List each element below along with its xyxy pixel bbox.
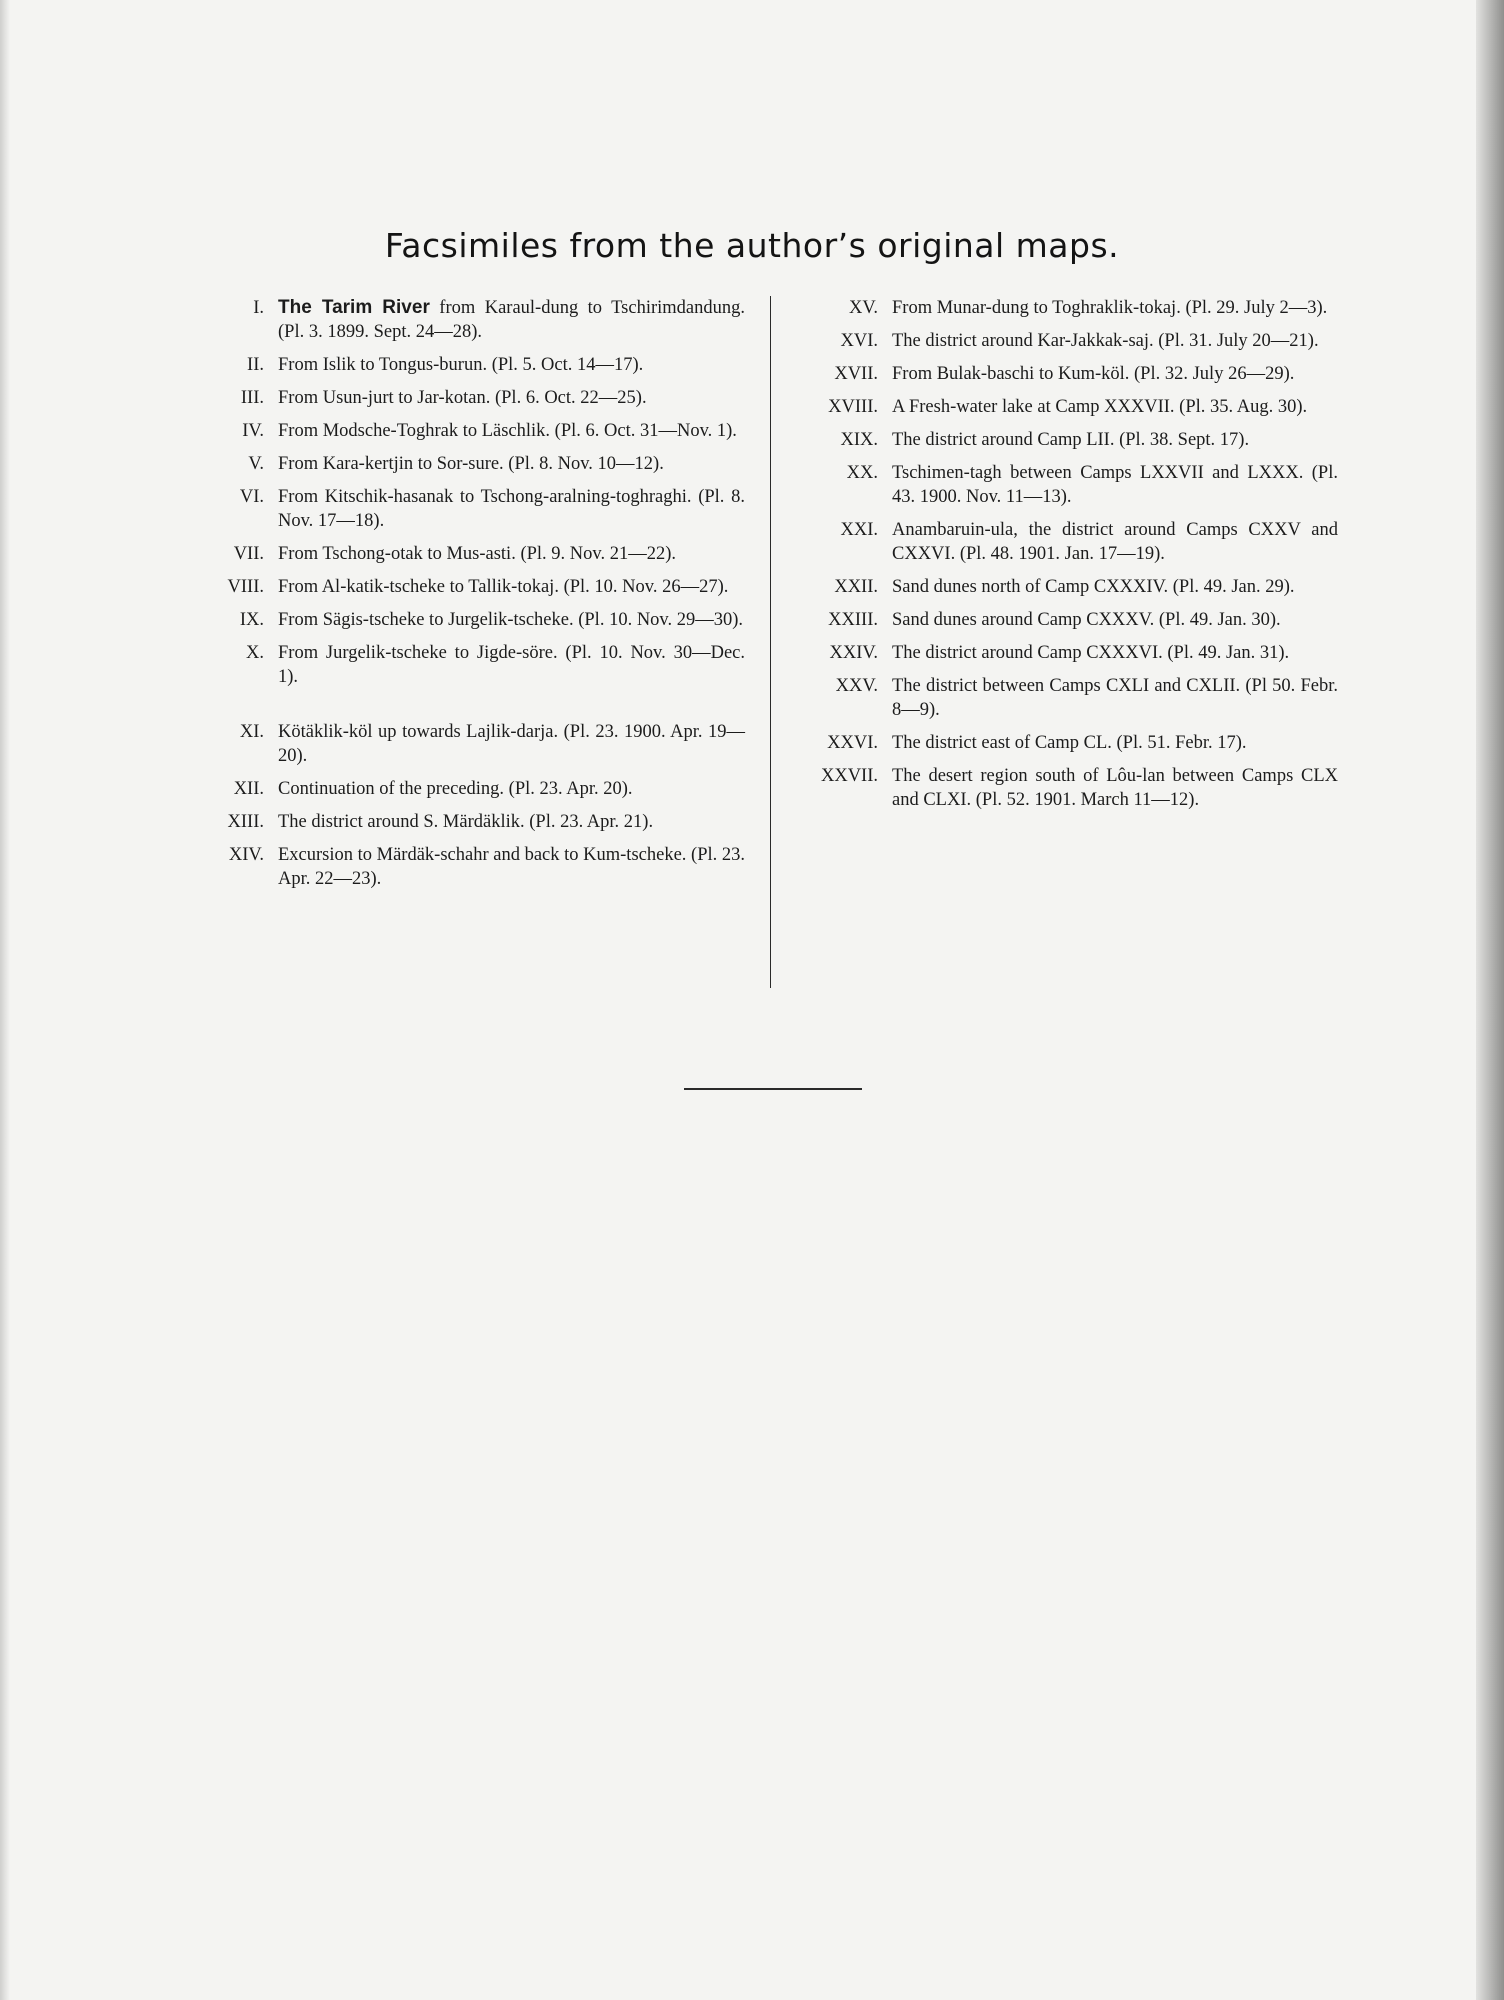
entry-numeral: VI.	[239, 487, 264, 507]
entry-numeral: II.	[247, 355, 264, 375]
entry-numeral: V.	[248, 454, 264, 474]
list-item	[792, 731, 1338, 764]
entry-text: From Islik to Tongus-burun. (Pl. 5. Oct. 14—17).	[278, 355, 644, 375]
left-column	[200, 296, 745, 900]
entry-text: From Kara-kertjin to Sor-sure. (Pl. 8. Nov. 10—12).	[278, 454, 664, 474]
entry-text: The desert region south of Lôu-lan between Camps CLX and CLXI. (Pl. 52. 1901. March 11—12).	[892, 766, 1338, 810]
entry-numeral: XI.	[239, 722, 264, 742]
entry-numeral: XXVII.	[820, 766, 878, 786]
list-item	[200, 810, 745, 843]
entry-text: Kötäklik-köl up towards Lajlik-darja. (Pl. 23. 1900. Apr. 19—20).	[278, 722, 745, 766]
entry-numeral: XXIII.	[828, 610, 878, 630]
entry-numeral: IX.	[239, 610, 264, 630]
entry-numeral: XVI.	[840, 331, 878, 351]
list-item	[200, 641, 745, 698]
list-item	[200, 353, 745, 386]
entry-numeral: XII.	[233, 779, 264, 799]
entry-text: The district around Kar-Jakkak-saj. (Pl. 31. July 20—21).	[892, 331, 1319, 351]
entry-text: The district around Camp CXXXVI. (Pl. 49. Jan. 31).	[892, 643, 1290, 663]
entry-text: From Kitschik-hasanak to Tschong-aralning-toghraghi. (Pl. 8. Nov. 17—18).	[278, 487, 745, 531]
entry-text: From Sägis-tscheke to Jurgelik-tscheke. (Pl. 10. Nov. 29—30).	[278, 610, 744, 630]
entry-numeral: XXI.	[840, 520, 878, 540]
list-item	[200, 452, 745, 485]
entry-text: From Tschong-otak to Mus-asti. (Pl. 9. Nov. 21—22).	[278, 544, 676, 564]
entry-numeral: XVIII.	[828, 397, 878, 417]
entry-numeral: XXII.	[834, 577, 878, 597]
entry-text: Sand dunes around Camp CXXXV. (Pl. 49. Jan. 30).	[892, 610, 1281, 630]
entry-text: The Tarim River from Karaul-dung to Tschirimdandung. (Pl. 3. 1899. Sept. 24—28).	[278, 297, 745, 342]
entry-lead: The Tarim River	[278, 297, 430, 318]
list-item	[792, 764, 1338, 821]
entry-text: Continuation of the preceding. (Pl. 23. Apr. 20).	[278, 779, 633, 799]
entry-text: From Bulak-baschi to Kum-köl. (Pl. 32. July 26—29).	[892, 364, 1295, 384]
entry-text: Excursion to Märdäk-schahr and back to Kum-tscheke. (Pl. 23. Apr. 22—23).	[278, 845, 745, 889]
entry-numeral: XIV.	[228, 845, 264, 865]
list-item	[792, 641, 1338, 674]
entry-numeral: X.	[246, 643, 264, 663]
list-item	[792, 362, 1338, 395]
list-item	[792, 428, 1338, 461]
end-rule	[684, 1088, 862, 1090]
list-item	[792, 296, 1338, 329]
entry-numeral: I.	[253, 298, 264, 318]
list-item	[200, 777, 745, 810]
column-divider	[770, 296, 771, 988]
page-title: Facsimiles from the author’s original maps.	[384, 226, 1120, 265]
list-item	[200, 386, 745, 419]
entry-text: The district between Camps CXLI and CXLII. (Pl 50. Febr. 8—9).	[892, 676, 1338, 720]
list-item	[792, 461, 1338, 518]
right-column	[792, 296, 1338, 821]
entry-text: From Usun-jurt to Jar-kotan. (Pl. 6. Oct. 22—25).	[278, 388, 647, 408]
entry-numeral: XXV.	[835, 676, 878, 696]
entry-numeral: VIII.	[227, 577, 264, 597]
list-item	[792, 395, 1338, 428]
entry-text: Anambaruin-ula, the district around Camps CXXV and CXXVI. (Pl. 48. 1901. Jan. 17—19).	[892, 520, 1338, 564]
list-item	[792, 575, 1338, 608]
list-item	[200, 575, 745, 608]
list-item	[200, 419, 745, 452]
list-item	[200, 485, 745, 542]
entry-text: Tschimen-tagh between Camps LXXVII and LXXX. (Pl. 43. 1900. Nov. 11—13).	[892, 463, 1338, 507]
entry-text: From Modsche-Toghrak to Läschlik. (Pl. 6. Oct. 31—Nov. 1).	[278, 421, 737, 441]
entry-text: From Jurgelik-tscheke to Jigde-söre. (Pl. 10. Nov. 30—Dec. 1).	[278, 643, 745, 687]
entry-numeral: XXIV.	[829, 643, 878, 663]
list-item	[792, 608, 1338, 641]
list-item	[200, 296, 745, 353]
page-right-edge	[1476, 0, 1504, 2000]
entry-text: The district around S. Märdäklik. (Pl. 23. Apr. 21).	[278, 812, 654, 832]
entry-numeral: XIII.	[227, 812, 264, 832]
entry-text: The district around Camp LII. (Pl. 38. Sept. 17).	[892, 430, 1250, 450]
entry-text: From Al-katik-tscheke to Tallik-tokaj. (Pl. 10. Nov. 26—27).	[278, 577, 729, 597]
list-item	[200, 608, 745, 641]
entry-numeral: III.	[240, 388, 264, 408]
entry-numeral: VII.	[233, 544, 264, 564]
entry-text: A Fresh-water lake at Camp XXXVII. (Pl. 35. Aug. 30).	[892, 397, 1308, 417]
list-item	[792, 518, 1338, 575]
list-item	[200, 843, 745, 900]
entry-numeral: IV.	[242, 421, 264, 441]
entry-text: From Munar-dung to Toghraklik-tokaj. (Pl. 29. July 2—3).	[892, 298, 1328, 318]
entry-numeral: XX.	[846, 463, 878, 483]
entry-text: The district east of Camp CL. (Pl. 51. Febr. 17).	[892, 733, 1247, 753]
list-item	[792, 329, 1338, 362]
entry-numeral: XIX.	[840, 430, 878, 450]
entry-text: Sand dunes north of Camp CXXXIV. (Pl. 49. Jan. 29).	[892, 577, 1295, 597]
list-item	[792, 674, 1338, 731]
entry-numeral: XVII.	[834, 364, 878, 384]
list-item	[200, 720, 745, 777]
page-left-edge	[0, 0, 10, 2000]
entry-numeral: XV.	[849, 298, 878, 318]
entry-numeral: XXVI.	[827, 733, 878, 753]
list-item	[200, 542, 745, 575]
